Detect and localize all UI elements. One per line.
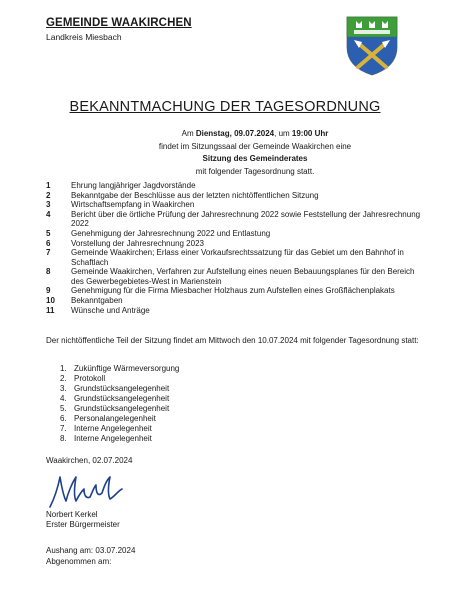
agenda-item-text: Wirtschaftsempfang in Waakirchen [71,200,195,210]
nonpublic-agenda-list [60,364,360,444]
agenda-item-text: Gemeinde Waakirchen, Verfahren zur Aufstellung eines neuen Bebauungsplanes für den Bereich des Gewerbegebietes-West in Marienstein [71,267,415,286]
agenda-item [46,210,426,229]
agenda-item-number: 10 [46,296,55,306]
nonpublic-item-number: 7. [60,424,67,433]
nonpublic-item-number: 8. [60,434,67,443]
nonpublic-item-text: Interne Angelegenheit [74,424,152,433]
agenda-item-number: 1 [46,181,51,190]
agenda-item-text: Ehrung langjähriger Jagdvorstände [71,181,196,190]
public-agenda-list [46,181,426,315]
agenda-item-text: Genehmigung für die Firma Miesbacher Holzhaus zum Aufstellen eines Großflächenplakats [71,286,395,296]
meeting-agenda-note: mit folgender Tagesordnung statt. [195,166,315,176]
agenda-item-number: 8 [46,267,51,277]
nonpublic-item-text: Personalangelegenheit [74,414,156,423]
meeting-time: 19:00 Uhr [291,129,329,138]
nonpublic-item-text: Grundstücksangelegenheit [74,404,170,413]
meeting-intro [60,128,450,178]
nonpublic-item-number: 3. [60,384,67,393]
municipality-name: GEMEINDE WAAKIRCHEN [46,17,192,29]
agenda-item [46,200,426,209]
nonpublic-item [60,414,360,424]
agenda-item [46,239,426,248]
agenda-item-text: Genehmigung der Jahresrechnung 2022 und Entlastung [71,229,271,239]
agenda-item-text: Bekanntgaben [71,296,123,306]
agenda-item-number: 7 [46,248,51,258]
nonpublic-item [60,384,360,394]
agenda-item-number: 2 [46,190,51,200]
agenda-item-text: Gemeinde Waakirchen; Erlass einer Vorkaufsrechtssatzung für das Gebiet um den Bahnhof in Schaftlach [71,248,404,267]
agenda-item-number: 11 [46,305,55,315]
nonpublic-item-number: 4. [60,394,67,403]
nonpublic-item-text: Zukünftige Wärmeversorgung [74,364,180,373]
agenda-item [46,286,426,295]
signer-name: Norbert Kerkel [46,510,98,519]
signature-icon [46,471,136,511]
agenda-item-number: 5 [46,229,51,239]
nonpublic-item [60,364,360,374]
nonpublic-item [60,394,360,404]
place-and-date: Waakirchen, 02.07.2024 [46,456,133,465]
nonpublic-item-number: 5. [60,404,67,413]
meeting-date-line [60,128,450,141]
agenda-item-number: 6 [46,238,51,248]
agenda-item-number: 3 [46,200,51,210]
posted-date: Aushang am: 03.07.2024 [46,546,136,555]
meeting-date: Dienstag, 09.07.2024 [195,129,275,138]
agenda-item [46,267,426,286]
agenda-item [46,306,426,315]
agenda-item-text: Bericht über die örtliche Prüfung der Jahresrechnung 2022 sowie Feststellung der Jahresrechnung 2022 [71,210,421,229]
nonpublic-item-number: 2. [60,374,67,383]
signer-title: Erster Bürgermeister [46,520,120,529]
nonpublic-item-text: Interne Angelegenheit [74,434,152,443]
nonpublic-item [60,434,360,444]
agenda-item [46,248,426,267]
coat-of-arms-icon [344,13,400,77]
meeting-type-label: Sitzung des Gemeinderates [202,154,308,163]
agenda-item-number: 4 [46,210,51,220]
agenda-item [46,229,426,238]
intro-mid: , um [274,129,292,138]
nonpublic-intro: Der nichtöffentliche Teil der Sitzung findet am Mittwoch den 10.07.2024 mit folgender Tagesordnung statt: [46,336,419,345]
taken-down-date: Abgenommen am: [46,557,112,566]
district-name: Landkreis Miesbach [46,32,122,42]
nonpublic-item-text: Grundstücksangelegenheit [74,384,170,393]
agenda-item-text: Bekanntgabe der Beschlüsse aus der letzten nichtöffentlichen Sitzung [71,190,319,200]
agenda-item [46,296,426,305]
nonpublic-item-text: Protokoll [74,374,106,383]
nonpublic-item-number: 6. [60,414,67,423]
nonpublic-item-text: Grundstücksangelegenheit [74,394,170,403]
nonpublic-item [60,404,360,414]
nonpublic-item [60,424,360,434]
agenda-item [46,191,426,200]
nonpublic-item [60,374,360,384]
nonpublic-item-number: 1. [60,364,67,373]
agenda-item-number: 9 [46,286,51,296]
intro-prefix: Am [181,129,196,138]
agenda-item-text: Wünsche und Anträge [71,305,150,315]
agenda-item [46,181,426,190]
agenda-item-text: Vorstellung der Jahresrechnung 2023 [71,238,204,248]
document-title: BEKANNTMACHUNG DER TAGESORDNUNG [69,99,381,115]
meeting-location: findet im Sitzungssaal der Gemeinde Waakirchen eine [158,141,352,151]
meeting-type [60,153,450,166]
